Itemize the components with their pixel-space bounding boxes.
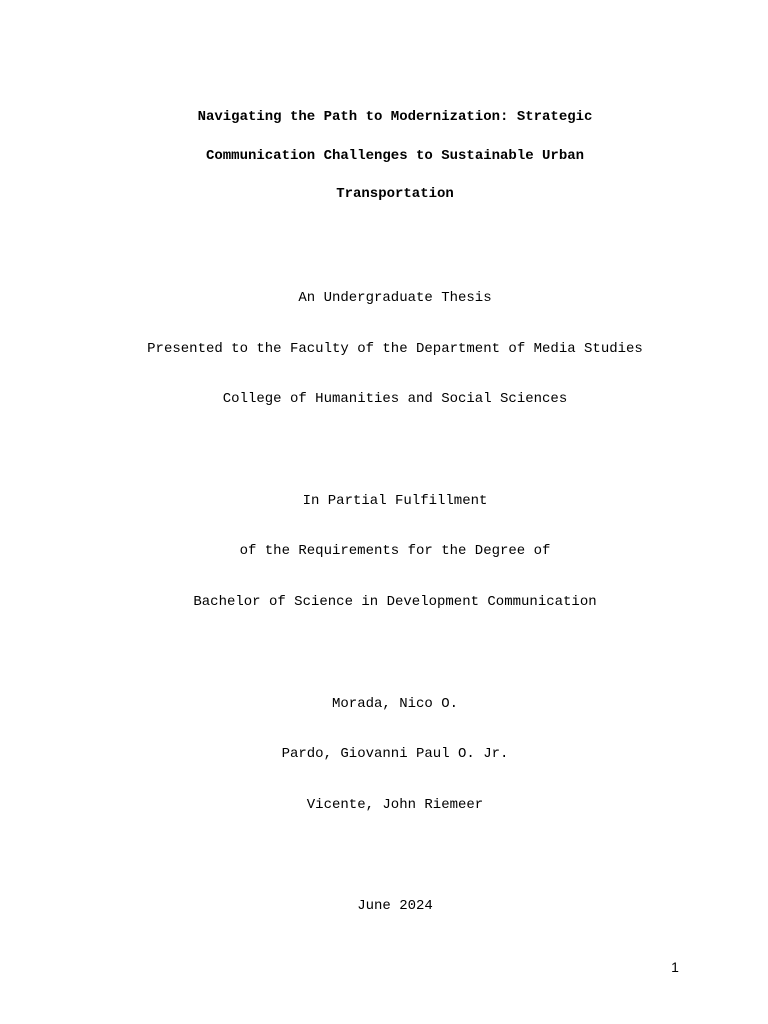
author-2: Pardo, Giovanni Paul O. Jr. (281, 746, 509, 762)
page-number: 1 (671, 959, 679, 975)
submission-date: June 2024 (357, 898, 433, 914)
thesis-title-line-1: Navigating the Path to Modernization: Strategic (197, 109, 593, 125)
thesis-type: An Undergraduate Thesis (298, 290, 492, 306)
degree-line: Bachelor of Science in Development Communication (193, 594, 597, 610)
author-3: Vicente, John Riemeer (306, 797, 484, 813)
fulfillment-line-2: of the Requirements for the Degree of (239, 543, 551, 559)
presented-to-line: Presented to the Faculty of the Department of Media Studies (147, 341, 643, 357)
thesis-title-line-2: Communication Challenges to Sustainable Urban (205, 148, 585, 164)
author-1: Morada, Nico O. (331, 696, 459, 712)
fulfillment-line-1: In Partial Fulfillment (302, 493, 488, 509)
thesis-title-line-3: Transportation (336, 186, 454, 202)
college-line: College of Humanities and Social Sciences (222, 391, 568, 407)
